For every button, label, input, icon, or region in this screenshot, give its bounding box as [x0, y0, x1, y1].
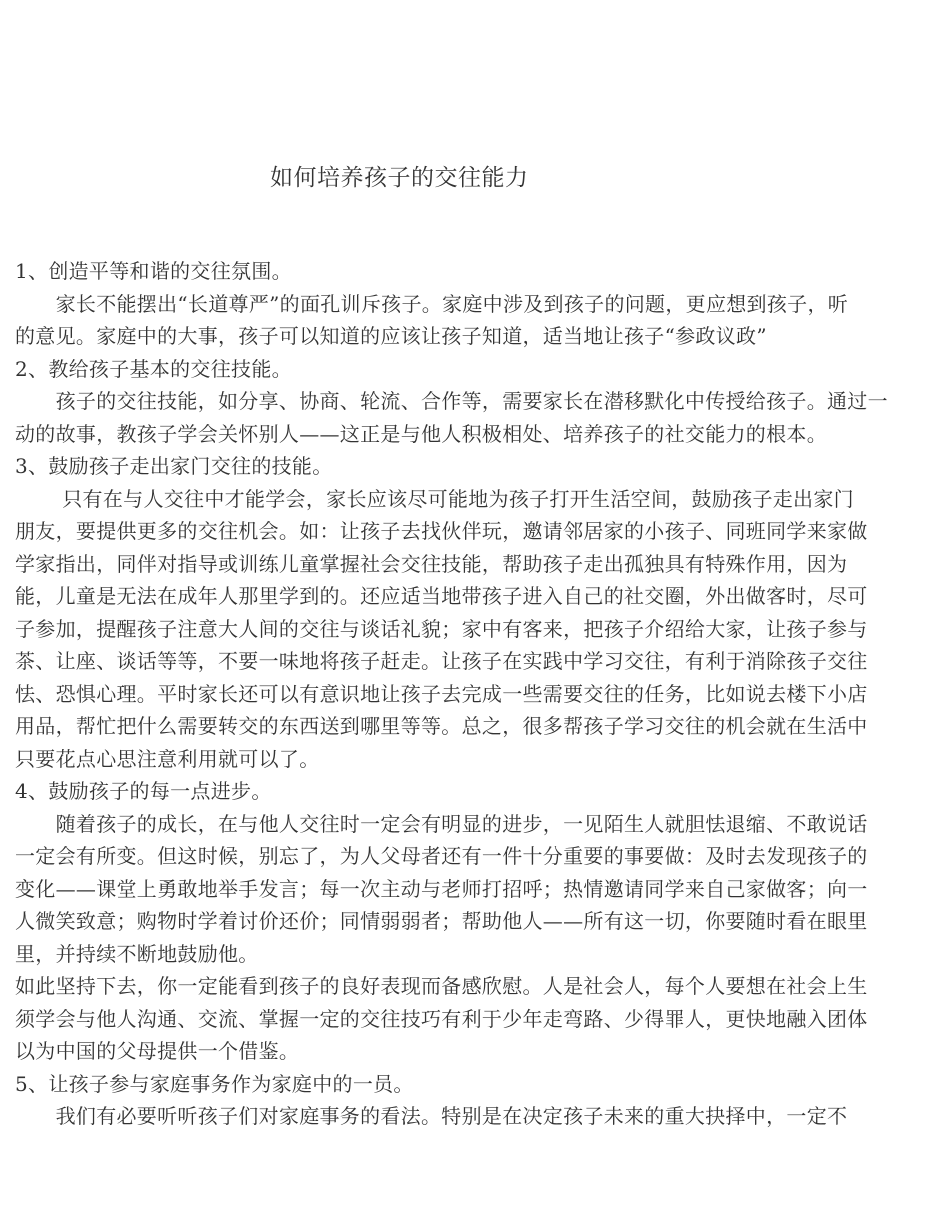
- text-line: 5、让孩子参与家庭事务作为家庭中的一员。: [15, 1071, 414, 1096]
- text-line: 怯、恐惧心理。平时家长还可以有意识地让孩子去完成一些需要交往的任务，比如说去楼下小店: [15, 681, 868, 706]
- document-body: [15, 255, 950, 1133]
- text-line: 人微笑致意；购物时学着讨价还价；同情弱弱者；帮助他人——所有这一切，你要随时看在眼里: [15, 909, 868, 933]
- text-line: 随着孩子的成长，在与他人交往时一定会有明显的进步，一见陌生人就胆怯退缩、不敢说话: [15, 811, 868, 836]
- text-line: 里，并持续不断地鼓励他。: [15, 941, 259, 966]
- text-line: 只有在与人交往中才能学会，家长应该尽可能地为孩子打开生活空间，鼓励孩子走出家门: [15, 486, 854, 511]
- text-line: 子参加，提醒孩子注意大人间的交往与谈话礼貌；家中有客来，把孩子介绍给大家，让孩子参与: [15, 616, 868, 641]
- text-line: 须学会与他人沟通、交流、掌握一定的交往技巧有利于少年走弯路、少得罪人，更快地融入团体: [15, 1006, 868, 1031]
- text-line: 3、鼓励孩子走出家门交往的技能。: [15, 454, 333, 478]
- text-line: 只要花点心思注意利用就可以了。: [15, 746, 320, 771]
- text-line: 一定会有所变。但这时候，别忘了，为人父母者还有一件十分重要的事要做：及时去发现孩子的: [15, 844, 868, 868]
- text-line: 2、教给孩子基本的交往技能。: [15, 356, 292, 381]
- text-line: 学家指出，同伴对指导或训练儿童掌握社会交往技能，帮助孩子走出孤独具有特殊作用，因为: [15, 551, 848, 576]
- text-line: 用品，帮忙把什么需要转交的东西送到哪里等等。总之，很多帮孩子学习交往的机会就在生活中: [15, 714, 868, 738]
- text-line: 以为中国的父母提供一个借鉴。: [15, 1039, 300, 1063]
- text-line: 家长不能摆出“长道尊严”的面孔训斥孩子。家庭中涉及到孩子的问题，更应想到孩子，听: [15, 291, 849, 316]
- text-line: 变化——课堂上勇敢地举手发言；每一次主动与老师打招呼；热情邀请同学来自己家做客；向一: [15, 876, 868, 901]
- text-line: 能，儿童是无法在成年人那里学到的。还应适当地带孩子进入自己的社交圈，外出做客时，尽可: [15, 584, 868, 608]
- text-line: 朋友，要提供更多的交往机会。如：让孩子去找伙伴玩，邀请邻居家的小孩子、同班同学来家做: [15, 519, 868, 543]
- text-line: 茶、让座、谈话等等，不要一味地将孩子赶走。让孩子在实践中学习交往，有利于消除孩子交往: [15, 649, 868, 673]
- text-line: 1、创造平等和谐的交往氛围。: [15, 259, 292, 283]
- document-title: 如何培养孩子的交往能力: [270, 165, 529, 191]
- text-line: 动的故事，教孩子学会关怀别人——这正是与他人积极相处、培养孩子的社交能力的根本。: [15, 421, 827, 446]
- text-line: 4、鼓励孩子的每一点进步。: [15, 779, 272, 803]
- text-line: 如此坚持下去，你一定能看到孩子的良好表现而备感欣慰。人是社会人，每个人要想在社会上生: [15, 974, 868, 998]
- text-line: 的意见。家庭中的大事，孩子可以知道的应该让孩子知道，适当地让孩子“参政议政”: [15, 324, 767, 348]
- text-line: 我们有必要听听孩子们对家庭事务的看法。特别是在决定孩子未来的重大抉择中，一定不: [15, 1104, 848, 1128]
- text-line: 孩子的交往技能，如分享、协商、轮流、合作等，需要家长在潜移默化中传授给孩子。通过一: [15, 389, 888, 413]
